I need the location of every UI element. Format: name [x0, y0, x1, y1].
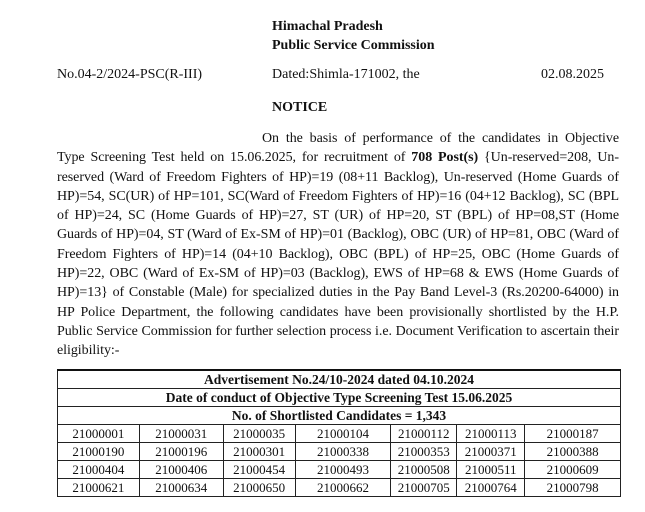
table-row	[58, 479, 621, 497]
roll-number-cell: 21000705	[391, 479, 457, 497]
body-part2: {Un-reserved=208, Un-reserved (Ward of Freedom Fighters of HP)=19 (08+11 Backlog), Un-reserved (Home Guards of HP)=54, SC(UR) of HP=101, SC(Ward of Freedom Fighters of HP)=16 (04+12 Backlog), SC (BPL of HP)=24, SC (Home Guards of HP)=27, ST (UR) of HP=20, ST (BPL) of HP=08,ST (Home Guards of HP)=04, ST (Ward of Ex-SM of HP)=01 (Backlog), OBC (UR) of HP=81, OBC (Ward of Freedom Fighters of HP)=14 (04+10 Backlog), OBC (BPL) of HP=25, OBC (Home Guards of HP)=22, OBC (Ward of Ex-SM of HP)=03 (Backlog), EWS of HP=68 & EWS (Home Guards of HP)=13} of Constable (Male) for specialized duties in the Pay Band Level-3 (Rs.20200-64000) in HP Police Department, the following candidates have been provisionally shortlisted by the H.P. Public Service Commission for further selection process i.e. Document Verification to ascertain their eligibility:-	[57, 150, 619, 359]
roll-number-cell: 21000035	[223, 425, 295, 443]
roll-number-cell: 21000187	[525, 425, 621, 443]
notice-date: 02.08.2025	[541, 67, 604, 82]
commission-name-line2: Public Service Commission	[272, 38, 435, 53]
roll-number-cell: 21000621	[58, 479, 140, 497]
roll-number-cell: 21000662	[295, 479, 391, 497]
candidate-count-cell: No. of Shortlisted Candidates = 1,343	[58, 407, 621, 425]
roll-number-cell: 21000190	[58, 443, 140, 461]
table-row	[58, 425, 621, 443]
roll-number-cell: 21000650	[223, 479, 295, 497]
roll-number-cell: 21000196	[139, 443, 223, 461]
roll-number-cell: 21000353	[391, 443, 457, 461]
table-title-row	[58, 370, 621, 389]
roll-number-cell: 21000511	[457, 461, 525, 479]
roll-number-cell: 21000508	[391, 461, 457, 479]
roll-number-cell: 21000406	[139, 461, 223, 479]
roll-number-cell: 21000634	[139, 479, 223, 497]
roll-number-cell: 21000112	[391, 425, 457, 443]
roll-number-cell: 21000104	[295, 425, 391, 443]
table-row	[58, 461, 621, 479]
roll-number-cell: 21000371	[457, 443, 525, 461]
roll-number-cell: 21000404	[58, 461, 140, 479]
roll-number-cell: 21000764	[457, 479, 525, 497]
dated-label: Dated:Shimla-171002, the	[272, 67, 420, 82]
reference-number: No.04-2/2024-PSC(R-III)	[57, 67, 203, 82]
roll-number-cell: 21000454	[223, 461, 295, 479]
roll-number-cell: 21000609	[525, 461, 621, 479]
advertisement-cell: Advertisement No.24/10-2024 dated 04.10.2024	[58, 370, 621, 389]
shortlisted-table	[57, 369, 621, 497]
posts-count: 708 Post(s)	[411, 150, 479, 166]
commission-name-line1: Himachal Pradesh	[272, 19, 383, 34]
table-title-row	[58, 407, 621, 425]
roll-number-cell: 21000001	[58, 425, 140, 443]
roll-number-cell: 21000338	[295, 443, 391, 461]
notice-body	[57, 129, 619, 361]
roll-number-cell: 21000113	[457, 425, 525, 443]
test-date-cell: Date of conduct of Objective Type Screening Test 15.06.2025	[58, 389, 621, 407]
table-row	[58, 443, 621, 461]
body-part1: On the basis of performance of the candidates in Objective Type Screening Test held on 15.06.2025, for recruitment of	[57, 131, 619, 166]
roll-number-cell: 21000798	[525, 479, 621, 497]
roll-number-cell: 21000301	[223, 443, 295, 461]
roll-number-cell: 21000493	[295, 461, 391, 479]
table-title-row	[58, 389, 621, 407]
roll-number-cell: 21000388	[525, 443, 621, 461]
notice-title: NOTICE	[272, 100, 328, 115]
roll-number-cell: 21000031	[139, 425, 223, 443]
